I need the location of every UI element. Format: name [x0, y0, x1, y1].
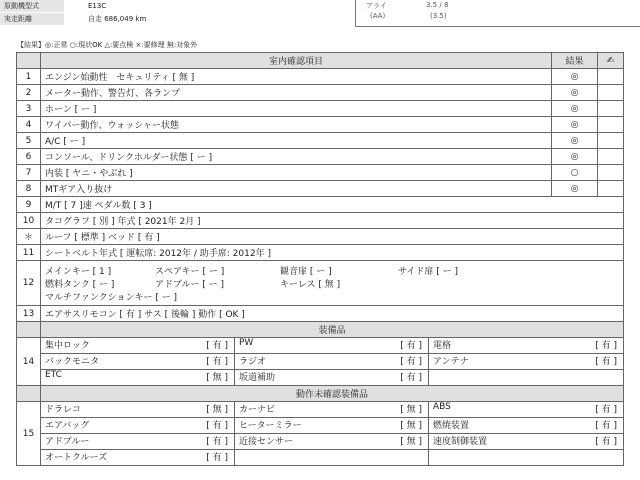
mileage-value: 自走 686,049 km — [88, 15, 147, 23]
wide-row — [17, 245, 624, 261]
equip-value: [ 有 ] — [400, 357, 422, 367]
row-result: ◎ — [552, 181, 598, 197]
row-note — [598, 69, 624, 85]
key-item: キーレス [ 無 ] — [280, 279, 341, 290]
equipment-cell — [41, 370, 624, 386]
row-text: エンジン始動性 セキュリティ [ 無 ] — [41, 69, 552, 85]
equip-value: [ 無 ] — [400, 405, 422, 415]
row-number: 3 — [17, 101, 41, 117]
equip-pair — [235, 354, 429, 369]
alai-value2: (3.5) — [430, 12, 447, 20]
equip-value: [ 有 ] — [206, 437, 228, 447]
row-number: 2 — [17, 85, 41, 101]
equip-value: [ 無 ] — [400, 437, 422, 447]
equip-pair — [429, 402, 623, 417]
unverified-header-row — [17, 386, 624, 402]
check-header-row — [17, 53, 624, 69]
inspection-table — [16, 52, 624, 466]
keys-cell — [41, 261, 624, 306]
equipment-row — [17, 354, 624, 370]
equip-value: [ 無 ] — [206, 373, 228, 383]
unverified-cell — [41, 434, 624, 450]
key-item: スペアキー [ ー ] — [155, 266, 225, 277]
row-result: ◎ — [552, 69, 598, 85]
airsus-row — [17, 306, 624, 322]
check-row — [17, 85, 624, 101]
row-number: 4 — [17, 117, 41, 133]
alai-value1: 3.5 / 8 — [426, 1, 449, 9]
result-legend: 【結果】◎:正常 ○:現状OK △:要点検 ×:要修理 無:対象外 — [17, 41, 198, 49]
equip-pair — [429, 354, 623, 369]
equipment-cell — [41, 338, 624, 354]
equip-pair — [41, 418, 235, 433]
equip-value: [ 有 ] — [595, 405, 617, 415]
unverified-row — [17, 402, 624, 418]
equip-pair — [235, 418, 429, 433]
unverified-header: 動作未確認装備品 — [41, 386, 624, 402]
equip-pair — [429, 450, 623, 465]
row-number: 11 — [17, 245, 41, 261]
row-text: A/C [ ー ] — [41, 133, 552, 149]
row-text: エアサスリモコン [ 有 ] サス [ 後輪 ] 動作 [ OK ] — [41, 306, 624, 322]
key-item: 燃料タンク [ ー ] — [45, 279, 115, 290]
engine-model-label: 原動機型式 — [0, 0, 64, 12]
row-note — [598, 117, 624, 133]
header-blank — [17, 322, 41, 338]
equipment-cell — [41, 354, 624, 370]
unverified-cell — [41, 450, 624, 466]
equip-value: [ 有 ] — [400, 341, 422, 351]
equip-pair — [41, 402, 235, 417]
row-number: 13 — [17, 306, 41, 322]
equip-pair — [41, 338, 235, 353]
equip-name: ETC — [45, 370, 62, 380]
row-result: ◎ — [552, 85, 598, 101]
equip-name: 近接センサー — [239, 437, 294, 447]
wide-row — [17, 229, 624, 245]
equip-value: [ 有 ] — [206, 357, 228, 367]
row-number: 6 — [17, 149, 41, 165]
equip-pair — [235, 434, 429, 449]
row-text: コンソール、ドリンクホルダー状態 [ ー ] — [41, 149, 552, 165]
equip-pair — [429, 418, 623, 433]
row-number: 10 — [17, 213, 41, 229]
wide-row — [17, 213, 624, 229]
row-number: ＊ — [17, 229, 41, 245]
result-header: 結果 — [552, 53, 598, 69]
unverified-row — [17, 450, 624, 466]
row-number: 7 — [17, 165, 41, 181]
key-item: 観音扉 [ ー ] — [280, 266, 332, 277]
row-note — [598, 101, 624, 117]
equipment-header: 装備品 — [41, 322, 624, 338]
row-text: シートベルト年式 [ 運転席: 2012年 / 助手席: 2012年 ] — [41, 245, 624, 261]
row-text: M/T [ 7 ]速 ペダル数 [ 3 ] — [41, 197, 624, 213]
equip-name: ドラレコ — [45, 405, 82, 415]
check-row — [17, 101, 624, 117]
row-note — [598, 133, 624, 149]
equip-pair — [41, 370, 235, 385]
equip-pair — [235, 402, 429, 417]
row-number: 1 — [17, 69, 41, 85]
check-row — [17, 133, 624, 149]
row-text: 内装 [ ヤニ・やぶれ ] — [41, 165, 552, 181]
equip-name: ヒーターミラー — [239, 421, 302, 431]
equip-name: バックモニタ — [45, 357, 100, 367]
row-text: タコグラフ [ 別 ] 年式 [ 2021年 2月 ] — [41, 213, 624, 229]
equip-name: アンテナ — [433, 357, 469, 367]
row-text: MTギア入り抜け — [41, 181, 552, 197]
unverified-cell — [41, 418, 624, 434]
row-note — [598, 85, 624, 101]
check-row — [17, 117, 624, 133]
row-number: 9 — [17, 197, 41, 213]
equip-name: ABS — [433, 402, 451, 412]
row-number: 5 — [17, 133, 41, 149]
check-row — [17, 181, 624, 197]
equip-pair — [429, 370, 623, 385]
equip-pair — [429, 434, 623, 449]
equip-value: [ 無 ] — [400, 421, 422, 431]
equip-pair — [41, 434, 235, 449]
check-row — [17, 149, 624, 165]
equip-pair — [41, 450, 235, 465]
wide-row — [17, 197, 624, 213]
row-text: ホーン [ ー ] — [41, 101, 552, 117]
equip-pair — [235, 338, 429, 353]
equip-value: [ 有 ] — [595, 437, 617, 447]
equip-value: [ 有 ] — [206, 421, 228, 431]
equip-value: [ 有 ] — [595, 421, 617, 431]
row-result: ◎ — [552, 101, 598, 117]
key-item: マルチファンクションキー [ ー ] — [45, 292, 178, 303]
equip-name: 集中ロック — [45, 341, 90, 351]
check-header: 室内確認項目 — [41, 53, 552, 69]
row-result: ◎ — [552, 117, 598, 133]
key-item: サイド扉 [ ー ] — [398, 266, 458, 277]
equip-name: 電格 — [433, 341, 452, 351]
row-note — [598, 149, 624, 165]
check-row — [17, 165, 624, 181]
equipment-row — [17, 370, 624, 386]
key-item: アドブルー [ ー ] — [155, 279, 224, 290]
unverified-row — [17, 434, 624, 450]
engine-model-value: E13C — [88, 2, 107, 10]
row-note — [598, 165, 624, 181]
row-text: メーター動作、警告灯、各ランプ — [41, 85, 552, 101]
header-area — [0, 0, 640, 40]
alai-label: アライ — [366, 2, 387, 10]
row-text: ワイパー動作、ウォッシャー状態 — [41, 117, 552, 133]
row-number: 14 — [17, 338, 41, 386]
equip-value: [ 有 ] — [206, 453, 228, 463]
equip-pair — [235, 370, 429, 385]
equip-name: カーナビ — [239, 405, 276, 415]
equip-value: [ 有 ] — [206, 341, 228, 351]
header-blank — [17, 386, 41, 402]
alignment-box — [355, 0, 640, 27]
row-result: ◎ — [552, 149, 598, 165]
equip-name: オートクルーズ — [45, 453, 108, 463]
header-blank — [17, 53, 41, 69]
equip-name: PW — [239, 338, 254, 348]
pen-icon: ✍ — [598, 53, 624, 69]
unverified-row — [17, 418, 624, 434]
mileage-label: 実走距離 — [0, 13, 64, 25]
equip-name: 速度制御装置 — [433, 437, 488, 447]
equip-name: 燃焼装置 — [433, 421, 470, 431]
equip-value: [ 有 ] — [595, 341, 617, 351]
row-text: ルーフ [ 標準 ] ベッド [ 有 ] — [41, 229, 624, 245]
equip-name: 坂道補助 — [239, 373, 276, 383]
alai-sub: (AA) — [370, 12, 386, 20]
row-number: 12 — [17, 261, 41, 306]
row-result: ○ — [552, 165, 598, 181]
check-row — [17, 69, 624, 85]
row-number: 15 — [17, 402, 41, 466]
equip-value: [ 無 ] — [206, 405, 228, 415]
equip-pair — [41, 354, 235, 369]
equip-value: [ 有 ] — [595, 357, 617, 367]
row-note — [598, 181, 624, 197]
key-item: メインキー [ 1 ] — [45, 266, 112, 277]
row-number: 8 — [17, 181, 41, 197]
equipment-header-row — [17, 322, 624, 338]
equip-name: ラジオ — [239, 357, 267, 367]
keys-row — [17, 261, 624, 306]
equip-name: アドブルー — [45, 437, 90, 447]
equipment-row — [17, 338, 624, 354]
equip-value: [ 有 ] — [400, 373, 422, 383]
equip-name: エアバッグ — [45, 421, 90, 431]
unverified-cell — [41, 402, 624, 418]
equip-pair — [429, 338, 623, 353]
row-result: ◎ — [552, 133, 598, 149]
equip-pair — [235, 450, 429, 465]
